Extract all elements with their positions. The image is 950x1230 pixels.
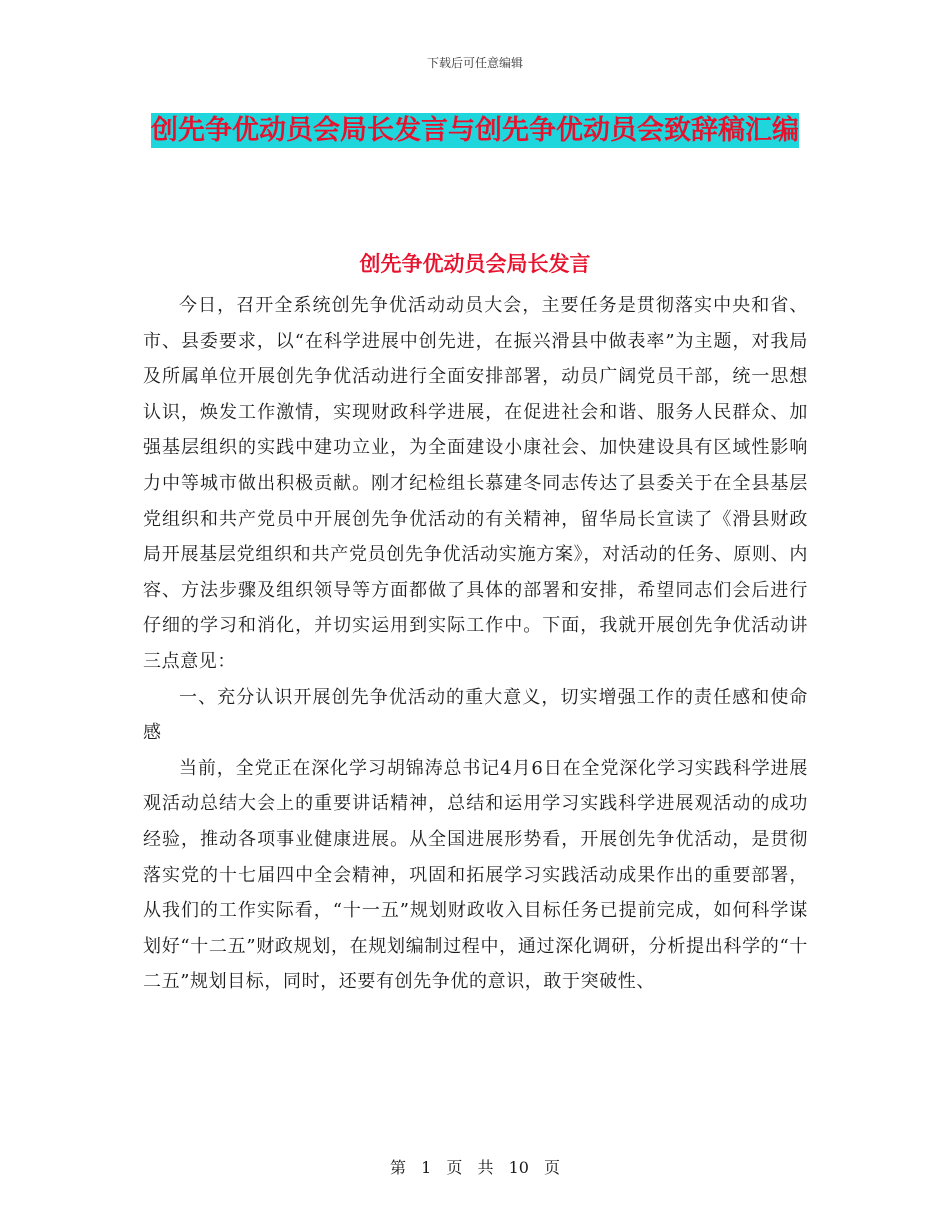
document-title: [143, 108, 807, 154]
page-footer: [0, 1155, 950, 1178]
footer-label-page: 第: [389, 1158, 406, 1177]
body-text: [143, 288, 808, 1000]
section-title: 创先争优动员会局长发言: [359, 252, 591, 276]
header-note: 下载后可任意编辑: [426, 56, 523, 70]
footer-page-number: 1: [421, 1158, 432, 1177]
footer-total-pages: 10: [508, 1158, 529, 1177]
paragraph: 一、充分认识开展创先争优活动的重大意义，切实增强工作的责任感和使命感: [143, 686, 808, 744]
document-title-text: 创先争优动员会局长发言与创先争优动员会致辞稿汇编: [151, 115, 799, 146]
paragraph: 今日，召开全系统创先争优活动动员大会，主要任务是贯彻落实中央和省、市、县委要求，以“在科学进展中创先进，在振兴滑县中做表率”为主题，对我局及所属单位开展创先争优活动进行全面安排部署，动员广阔党员干部，统一思想认识，焕发工作激情，实现财政科学进展，在促进社会和谐、服务人民群众、加强基层组织的实践中建功立业，为全面建设小康社会、加快建设具有区域性影响力中等城市做出积极贡献。刚才纪检组长慕建冬同志传达了县委关于在全县基层党组织和共产党员中开展创先争优活动的有关精神，留华局长宣读了《滑县财政局开展基层党组织和共产党员创先争优活动实施方案》，对活动的任务、原则、内容、方法步骤及组织领导等方面都做了具体的部署和安排，希望同志们会后进行仔细的学习和消化，并切实运用到实际工作中。下面，我就开展创先争优活动讲三点意见：: [143, 295, 808, 672]
paragraph: 当前，全党正在深化学习胡锦涛总书记4月6日在全党深化学习实践科学进展观活动总结大会上的重要讲话精神，总结和运用学习实践科学进展观活动的成功经验，推动各项事业健康进展。从全国进展形势看，开展创先争优活动，是贯彻落实党的十七届四中全会精神，巩固和拓展学习实践活动成果作出的重要部署，从我们的工作实际看，“十一五”规划财政收入目标任务已提前完成，如何科学谋划好“十二五”财政规划，在规划编制过程中，通过深化调研，分析提出科学的“十二五”规划目标，同时，还要有创先争优的意识，敢于突破性、: [143, 757, 808, 993]
footer-label-total: 共: [477, 1158, 494, 1177]
footer-label-total-unit: 页: [544, 1158, 561, 1177]
footer-label-page-unit: 页: [446, 1158, 463, 1177]
